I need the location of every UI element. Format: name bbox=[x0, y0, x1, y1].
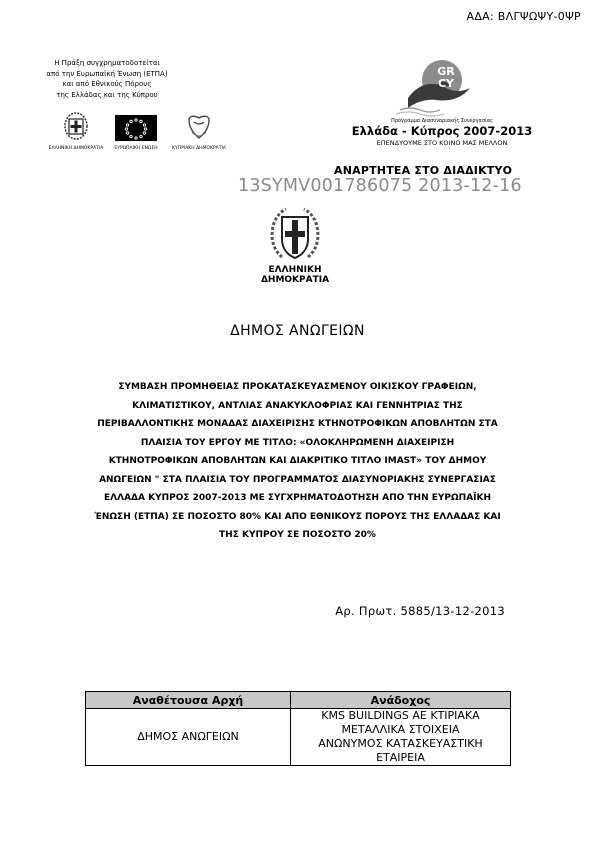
authority-cell: ΔΗΜΟΣ ΑΝΩΓΕΙΩΝ bbox=[86, 709, 291, 766]
cyprus-seal-icon bbox=[168, 112, 230, 142]
programme-title: Ελλάδα - Κύπρος 2007-2013 bbox=[351, 124, 533, 138]
programme-motto: ΕΠΕΝΔΥΟΥΜΕ ΣΤΟ ΚΟΙΝΟ ΜΑΣ ΜΕΛΛΟΝ bbox=[376, 139, 508, 147]
contract-line: ΚΛΙΜΑΤΙΣΤΙΚΟΥ, ΑΝΤΛΙΑΣ ΑΝΑΚΥΚΛΟΦΡΙΑΣ ΚΑΙ ΓΕΝΝΗΤΡΙΑΣ ΤΗΣ bbox=[132, 400, 463, 411]
contractor-header: Ανάδοχος bbox=[291, 692, 511, 709]
contract-line: ΑΝΩΓΕΙΩΝ " ΣΤΑ ΠΛΑΙΣΙΑ ΤΟΥ ΠΡΟΓΡΑΜΜΑΤΟΣ ΔΙΑΣΥΝΟΡΙΑΚΗΣ ΣΥΝΕΡΓΑΣΙΑΣ bbox=[99, 474, 496, 485]
programme-subtitle: Πρόγραμμα Διασυνοριακής Συνεργασίας bbox=[391, 118, 493, 124]
hellenic-republic-label: ΕΛΛΗΝΙΚΗ ΔΗΜΟΚΡΑΤΙΑ bbox=[260, 265, 330, 285]
parties-table bbox=[85, 691, 511, 766]
contractor-line: KMS BUILDINGS ΑΕ ΚΤΙΡΙΑΚΑ bbox=[321, 709, 480, 722]
eu-logo bbox=[108, 112, 164, 151]
contract-line: ΤΗΣ ΚΥΠΡΟΥ ΣΕ ΠΟΣΟΣΤΟ 20% bbox=[219, 530, 376, 540]
contract-line: ΣΥΜΒΑΣΗ ΠΡΟΜΗΘΕΙΑΣ ΠΡΟΚΑΤΑΣΚΕΥΑΣΜΕΝΟΥ ΟΙΚΙΣΚΟΥ ΓΡΑΦΕΙΩΝ, bbox=[118, 382, 477, 392]
authority-header: Αναθέτουσα Αρχή bbox=[86, 692, 291, 709]
hellenic-republic-seal bbox=[268, 207, 322, 263]
contract-line: ΚΤΗΝΟΤΡΟΦΙΚΩΝ ΑΠΟΒΛΗΤΩΝ ΚΑΙ ΔΙΑΚΡΙΤΙΚΟ ΤΙΤΛΟ IMAST» ΤΟΥ ΔΗΜΟΥ bbox=[108, 456, 487, 466]
contract-line: ΕΛΛΑΔΑ ΚΥΠΡΟΣ 2007-2013 ΜΕ ΣΥΓΧΡΗΜΑΤΟΔΟΤΗΣΗ ΑΠΟ ΤΗΝ ΕΥΡΩΠΑΪΚΗ bbox=[103, 493, 492, 503]
posting-notice: ΑΝΑΡΤΗΤΕΑ ΣΤΟ ΔΙΑΔΙΚΤΥΟ bbox=[334, 164, 513, 177]
greek-seal-icon bbox=[44, 112, 108, 142]
cyprus-republic-logo bbox=[168, 112, 230, 151]
protocol-number: Αρ. Πρωτ. 5885/13-12-2013 bbox=[335, 604, 505, 618]
contract-line: ΈΝΩΣΗ (ΕΤΠΑ) ΣΕ ΠΟΣΟΣΤΟ 80% ΚΑΙ ΑΠΟ ΕΘΝΙΚΟΥΣ ΠΟΡΟΥΣ ΤΗΣ ΕΛΛΑΔΑΣ ΚΑΙ bbox=[94, 511, 501, 522]
contract-line: ΠΛΑΙΣΙΑ ΤΟΥ ΕΡΓΟΥ ΜΕ ΤΙΤΛΟ: «ΟΛΟΚΛΗΡΩΜΕΝΗ ΔΙΑΧΕΙΡΙΣΗ bbox=[140, 437, 455, 448]
municipality-title: ΔΗΜΟΣ ΑΝΩΓΕΙΩΝ bbox=[230, 323, 365, 339]
logo-caption: ΕΛΛΗΝΙΚΗ ΔΗΜΟΚΡΑΤΙΑ bbox=[48, 146, 104, 151]
contract-description bbox=[72, 378, 523, 545]
contractor-line: ΜΕΤΑΛΛΙΚΑ ΣΤΟΙΧΕΙΑ bbox=[341, 723, 460, 736]
table-row bbox=[86, 709, 511, 766]
eu-flag-icon bbox=[108, 112, 164, 142]
greek-republic-logo bbox=[44, 112, 108, 151]
ada-code: ΑΔΑ: ΒΛΓΨΩΨΥ-0ΨΡ bbox=[466, 10, 581, 23]
eu-funding-line: της Ελλάδας και της Κύπρου bbox=[56, 90, 158, 99]
eu-funding-line: από την Ευρωπαϊκή Ένωση (ΕΤΠΑ) bbox=[46, 69, 168, 78]
logo-caption: ΕΥΡΩΠΑΙΚΗ ΕΝΩΣΗ bbox=[114, 146, 158, 151]
eu-funding-line: Η Πράξη συγχρηματοδοτείται bbox=[54, 59, 160, 67]
document-stamp-code: 13SYMV001786075 2013-12-16 bbox=[238, 176, 522, 196]
contractor-line: ΕΤΑΙΡΕΙΑ bbox=[376, 751, 425, 764]
eu-funding-statement bbox=[44, 58, 170, 100]
greek-coat-of-arms-icon bbox=[268, 207, 322, 263]
programme-ball-text: GR CY bbox=[437, 65, 455, 90]
contractor-line: ΑΝΩΝΥΜΟΣ ΚΑΤΑΣΚΕΥΑΣΤΙΚΗ bbox=[318, 737, 483, 750]
table-header-row bbox=[86, 692, 511, 709]
logo-caption: ΚΥΠΡΙΑΚΗ ΔΗΜΟΚΡΑΤΙΑ bbox=[172, 146, 226, 151]
contract-line: ΠΕΡΙΒΑΛΛΟΝΤΙΚΗΣ ΜΟΝΑΔΑΣ ΔΙΑΧΕΙΡΙΣΗΣ ΚΤΗΝΟΤΡΟΦΙΚΩΝ ΑΠΟΒΛΗΤΩΝ ΣΤΑ bbox=[97, 419, 498, 429]
eu-funding-line: και από Εθνικούς Πόρους bbox=[62, 80, 152, 88]
contractor-cell bbox=[291, 709, 511, 766]
